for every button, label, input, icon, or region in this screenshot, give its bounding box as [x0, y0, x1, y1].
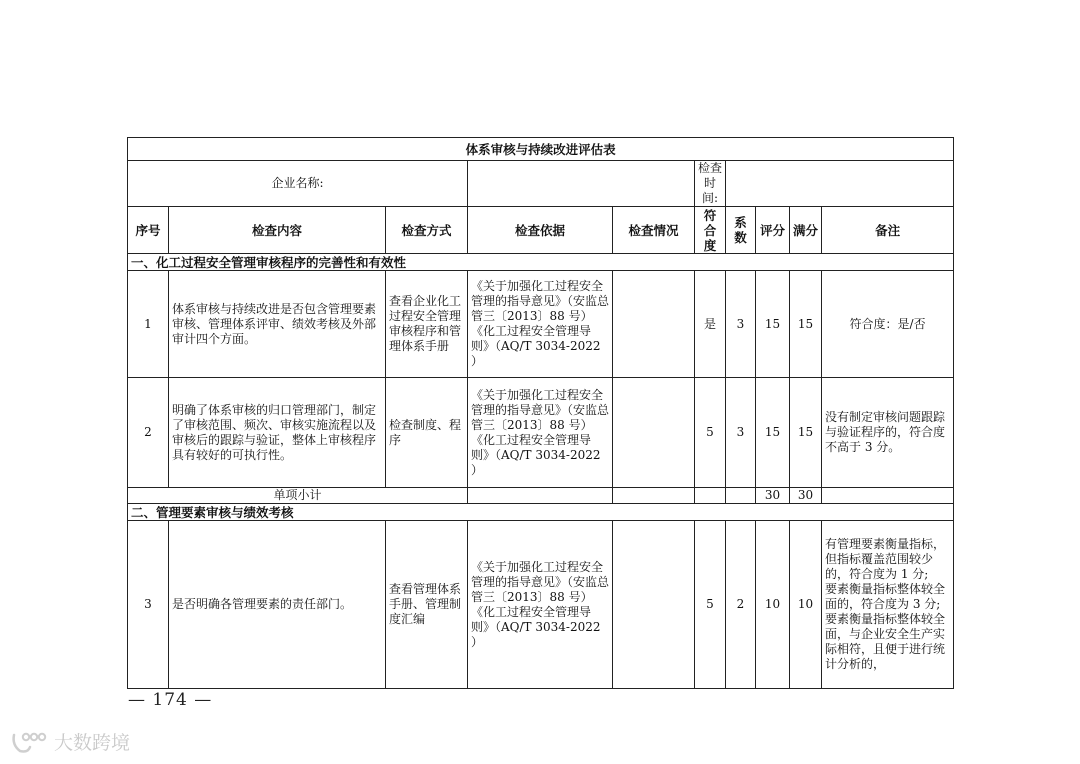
row-compliance: 5: [695, 521, 726, 689]
row-coef: 3: [726, 271, 756, 378]
row-seq: 2: [128, 378, 169, 488]
header-seq: 序号: [128, 207, 169, 254]
row-full: 15: [790, 378, 822, 488]
row-score: 15: [756, 378, 790, 488]
table-row: [128, 521, 954, 689]
inspection-time-label: 检查时间:: [695, 161, 726, 207]
row-situation: [613, 521, 695, 689]
row-method: 查看企业化工过程安全管理审核程序和管理体系手册: [386, 271, 468, 378]
company-name-label: 企业名称:: [128, 161, 468, 207]
row-situation: [613, 271, 695, 378]
row-score: 15: [756, 271, 790, 378]
row-compliance: 是: [695, 271, 726, 378]
table-row: [128, 378, 954, 488]
company-name-value: [468, 161, 695, 207]
row-note: 没有制定审核问题跟踪与验证程序的，符合度不高于 3 分。: [822, 378, 954, 488]
watermark-text: 大数跨境: [54, 732, 131, 754]
row-situation: [613, 378, 695, 488]
table-title: 体系审核与持续改进评估表: [128, 138, 954, 161]
row-note: 符合度：是/否: [822, 271, 954, 378]
header-basis: 检查依据: [468, 207, 613, 254]
row-compliance: 5: [695, 378, 726, 488]
page-number: — 174 —: [128, 690, 213, 710]
row-seq: 1: [128, 271, 169, 378]
header-score: 评分: [756, 207, 790, 254]
row-full: 15: [790, 271, 822, 378]
header-note: 备注: [822, 207, 954, 254]
subtotal-row: [128, 488, 954, 504]
table-row: [128, 271, 954, 378]
row-basis: 《关于加强化工过程安全管理的指导意见》（安监总管三〔2013〕88 号） 《化工过程安全管理导则》（AQ/T 3034-2022 ）: [468, 521, 613, 689]
section-1-title: 一、化工过程安全管理审核程序的完善性和有效性: [128, 254, 954, 271]
row-coef: 3: [726, 378, 756, 488]
row-score: 10: [756, 521, 790, 689]
watermark-logo-icon: [10, 729, 50, 755]
header-method: 检查方式: [386, 207, 468, 254]
row-note: 有管理要素衡量指标，但指标覆盖范围较少的，符合度为 1 分; 要素衡量指标整体较全面的，符合度为 3 分; 要素衡量指标整体较全面，与企业安全生产实际相符，且便于进行统计分析的，: [822, 521, 954, 689]
header-content: 检查内容: [169, 207, 386, 254]
watermark: [10, 728, 130, 755]
row-content: 是否明确各管理要素的责任部门。: [169, 521, 386, 689]
row-content: 明确了体系审核的归口管理部门，制定了审核范围、频次、审核实施流程以及审核后的跟踪与验证，整体上审核程序具有较好的可执行性。: [169, 378, 386, 488]
row-seq: 3: [128, 521, 169, 689]
row-basis: 《关于加强化工过程安全管理的指导意见》（安监总管三〔2013〕88 号） 《化工过程安全管理导则》（AQ/T 3034-2022 ）: [468, 271, 613, 378]
header-coef: 系数: [726, 207, 756, 254]
header-situation: 检查情况: [613, 207, 695, 254]
inspection-time-value: [726, 161, 954, 207]
header-compliance: 符合度: [695, 207, 726, 254]
section-2-title: 二、管理要素审核与绩效考核: [128, 504, 954, 521]
row-method: 查看管理体系手册、管理制度汇编: [386, 521, 468, 689]
subtotal-label: 单项小计: [128, 488, 468, 504]
row-coef: 2: [726, 521, 756, 689]
row-method: 检查制度、程序: [386, 378, 468, 488]
row-content: 体系审核与持续改进是否包含管理要素审核、管理体系评审、绩效考核及外部审计四个方面。: [169, 271, 386, 378]
subtotal-full: 30: [790, 488, 822, 504]
subtotal-score: 30: [756, 488, 790, 504]
row-full: 10: [790, 521, 822, 689]
header-full: 满分: [790, 207, 822, 254]
evaluation-table: [127, 137, 954, 689]
row-basis: 《关于加强化工过程安全管理的指导意见》（安监总管三〔2013〕88 号） 《化工过程安全管理导则》（AQ/T 3034-2022 ）: [468, 378, 613, 488]
